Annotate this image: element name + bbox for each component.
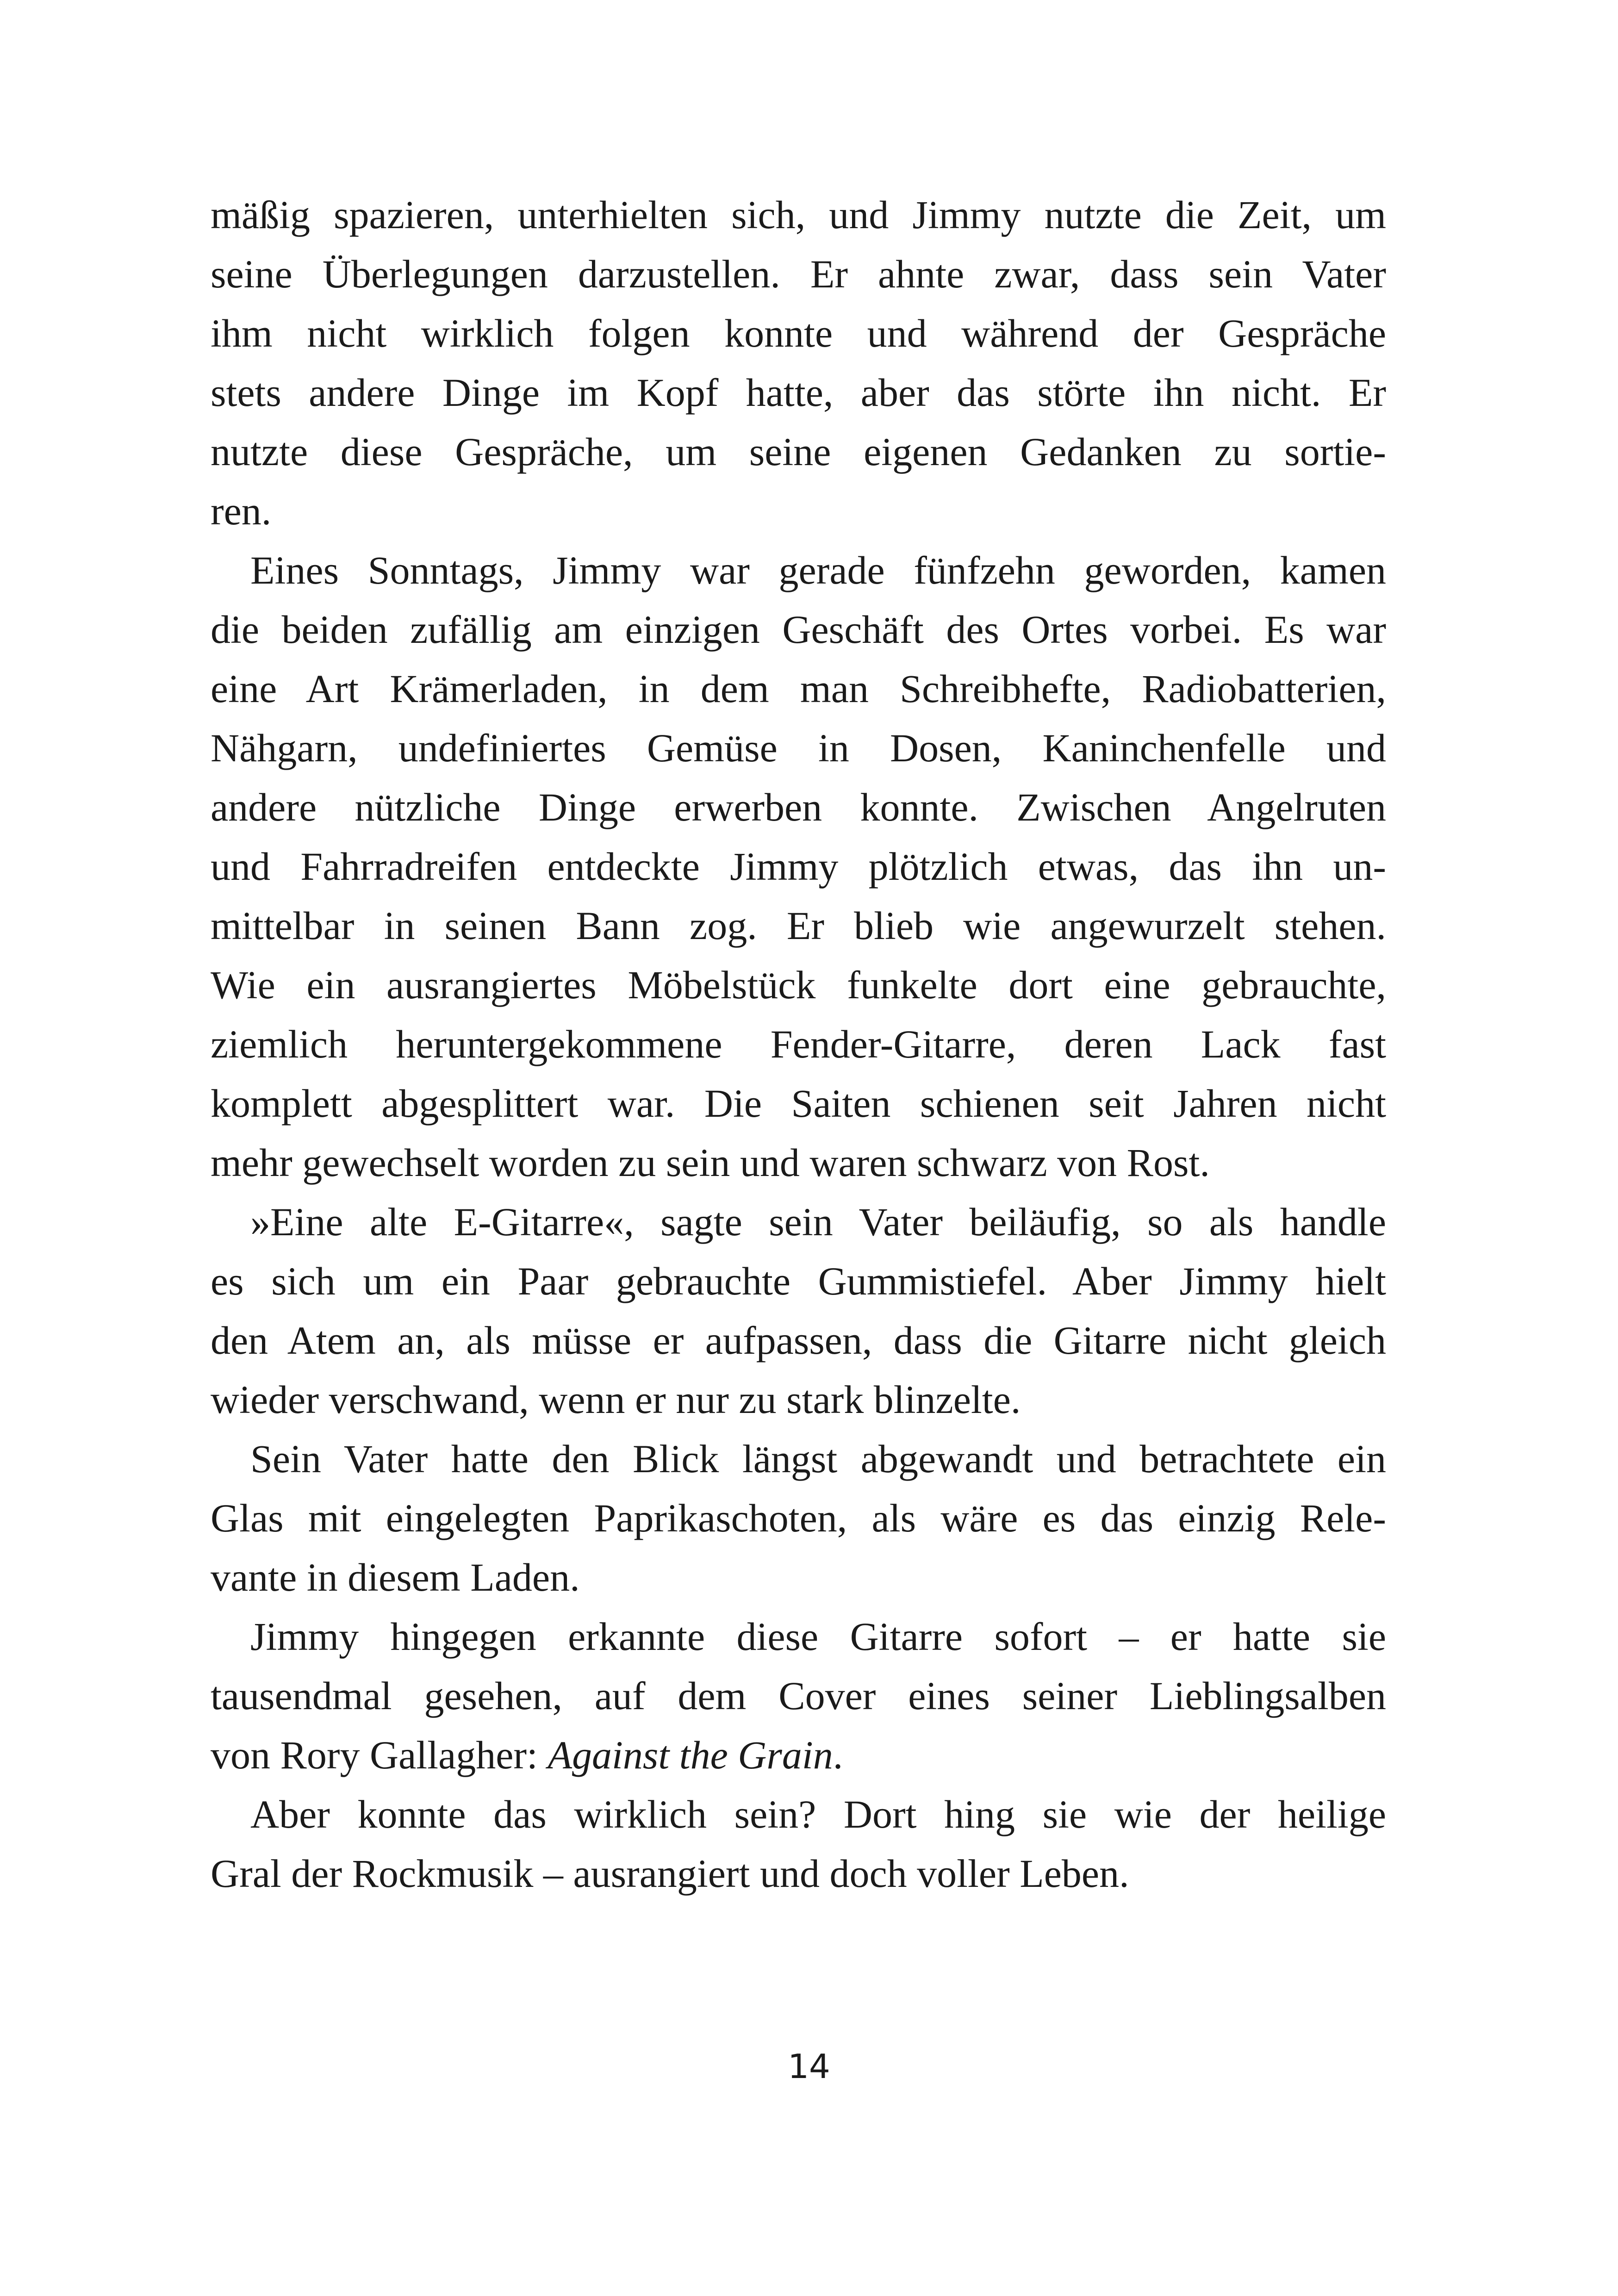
text-line: »Eine alte E-Gitarre«, sagte sein Vater beiläufig, so als handle <box>250 1200 1386 1244</box>
text-line: mehr gewechselt worden zu sein und waren schwarz von Rost. <box>211 1140 1210 1185</box>
text-line: und Fahrradreifen entdeckte Jimmy plötzlich etwas, das ihn un- <box>211 844 1386 889</box>
text-line: wieder verschwand, wenn er nur zu stark blinzelte. <box>211 1377 1021 1422</box>
text-line: mäßig spazieren, unterhielten sich, und Jimmy nutzte die Zeit, um <box>211 193 1386 237</box>
text-line: Nähgarn, undefiniertes Gemüse in Dosen, Kaninchenfelle und <box>211 726 1386 770</box>
text-line: Jimmy hingegen erkannte diese Gitarre sofort – er hatte sie <box>250 1614 1386 1659</box>
paragraph <box>211 541 1386 1192</box>
paragraph <box>211 1192 1386 1429</box>
page-number: 14 <box>788 2047 830 2086</box>
album-title: Against the Grain <box>548 1733 833 1777</box>
text-line: eine Art Krämerladen, in dem man Schreibhefte, Radiobatterien, <box>211 666 1386 711</box>
text-line: komplett abgesplittert war. Die Saiten schienen seit Jahren nicht <box>211 1081 1386 1126</box>
paragraph <box>211 185 1386 541</box>
text-fragment: . <box>833 1733 843 1777</box>
text-line: andere nützliche Dinge erwerben konnte. Zwischen Angelruten <box>211 785 1386 829</box>
text-line: stets andere Dinge im Kopf hatte, aber das störte ihn nicht. Er <box>211 370 1386 415</box>
text-line: vante in diesem Laden. <box>211 1555 580 1599</box>
text-line <box>211 1725 1386 1785</box>
text-line: die beiden zufällig am einzigen Geschäft des Ortes vorbei. Es war <box>211 607 1386 652</box>
text-line: es sich um ein Paar gebrauchte Gummistiefel. Aber Jimmy hielt <box>211 1259 1386 1303</box>
paragraph <box>211 1785 1386 1903</box>
text-line: tausendmal gesehen, auf dem Cover eines seiner Lieblingsalben <box>211 1674 1386 1718</box>
text-line: ihm nicht wirklich folgen konnte und während der Gespräche <box>211 311 1386 355</box>
paragraph <box>211 1429 1386 1607</box>
text-line: ren. <box>211 489 272 533</box>
text-line: Wie ein ausrangiertes Möbelstück funkelte dort eine gebrauchte, <box>211 963 1386 1007</box>
text-line: Eines Sonntags, Jimmy war gerade fünfzehn geworden, kamen <box>250 548 1386 592</box>
text-line: mittelbar in seinen Bann zog. Er blieb wie angewurzelt stehen. <box>211 903 1386 948</box>
text-line: Glas mit eingelegten Paprikaschoten, als wäre es das einzig Rele- <box>211 1496 1386 1540</box>
text-line: Gral der Rockmusik – ausrangiert und doch voller Leben. <box>211 1851 1129 1896</box>
paragraph <box>211 1607 1386 1785</box>
text-fragment: von Rory Gallagher: <box>211 1733 548 1777</box>
text-line: Sein Vater hatte den Blick längst abgewandt und betrachtete ein <box>250 1437 1386 1481</box>
text-line: Aber konnte das wirklich sein? Dort hing sie wie der heilige <box>250 1792 1386 1836</box>
text-line: nutzte diese Gespräche, um seine eigenen Gedanken zu sortie- <box>211 429 1386 474</box>
text-line: den Atem an, als müsse er aufpassen, dass die Gitarre nicht gleich <box>211 1318 1386 1363</box>
body-text <box>211 185 1386 1903</box>
text-line: seine Überlegungen darzustellen. Er ahnte zwar, dass sein Vater <box>211 252 1386 296</box>
text-line: ziemlich heruntergekommene Fender-Gitarre, deren Lack fast <box>211 1022 1386 1066</box>
